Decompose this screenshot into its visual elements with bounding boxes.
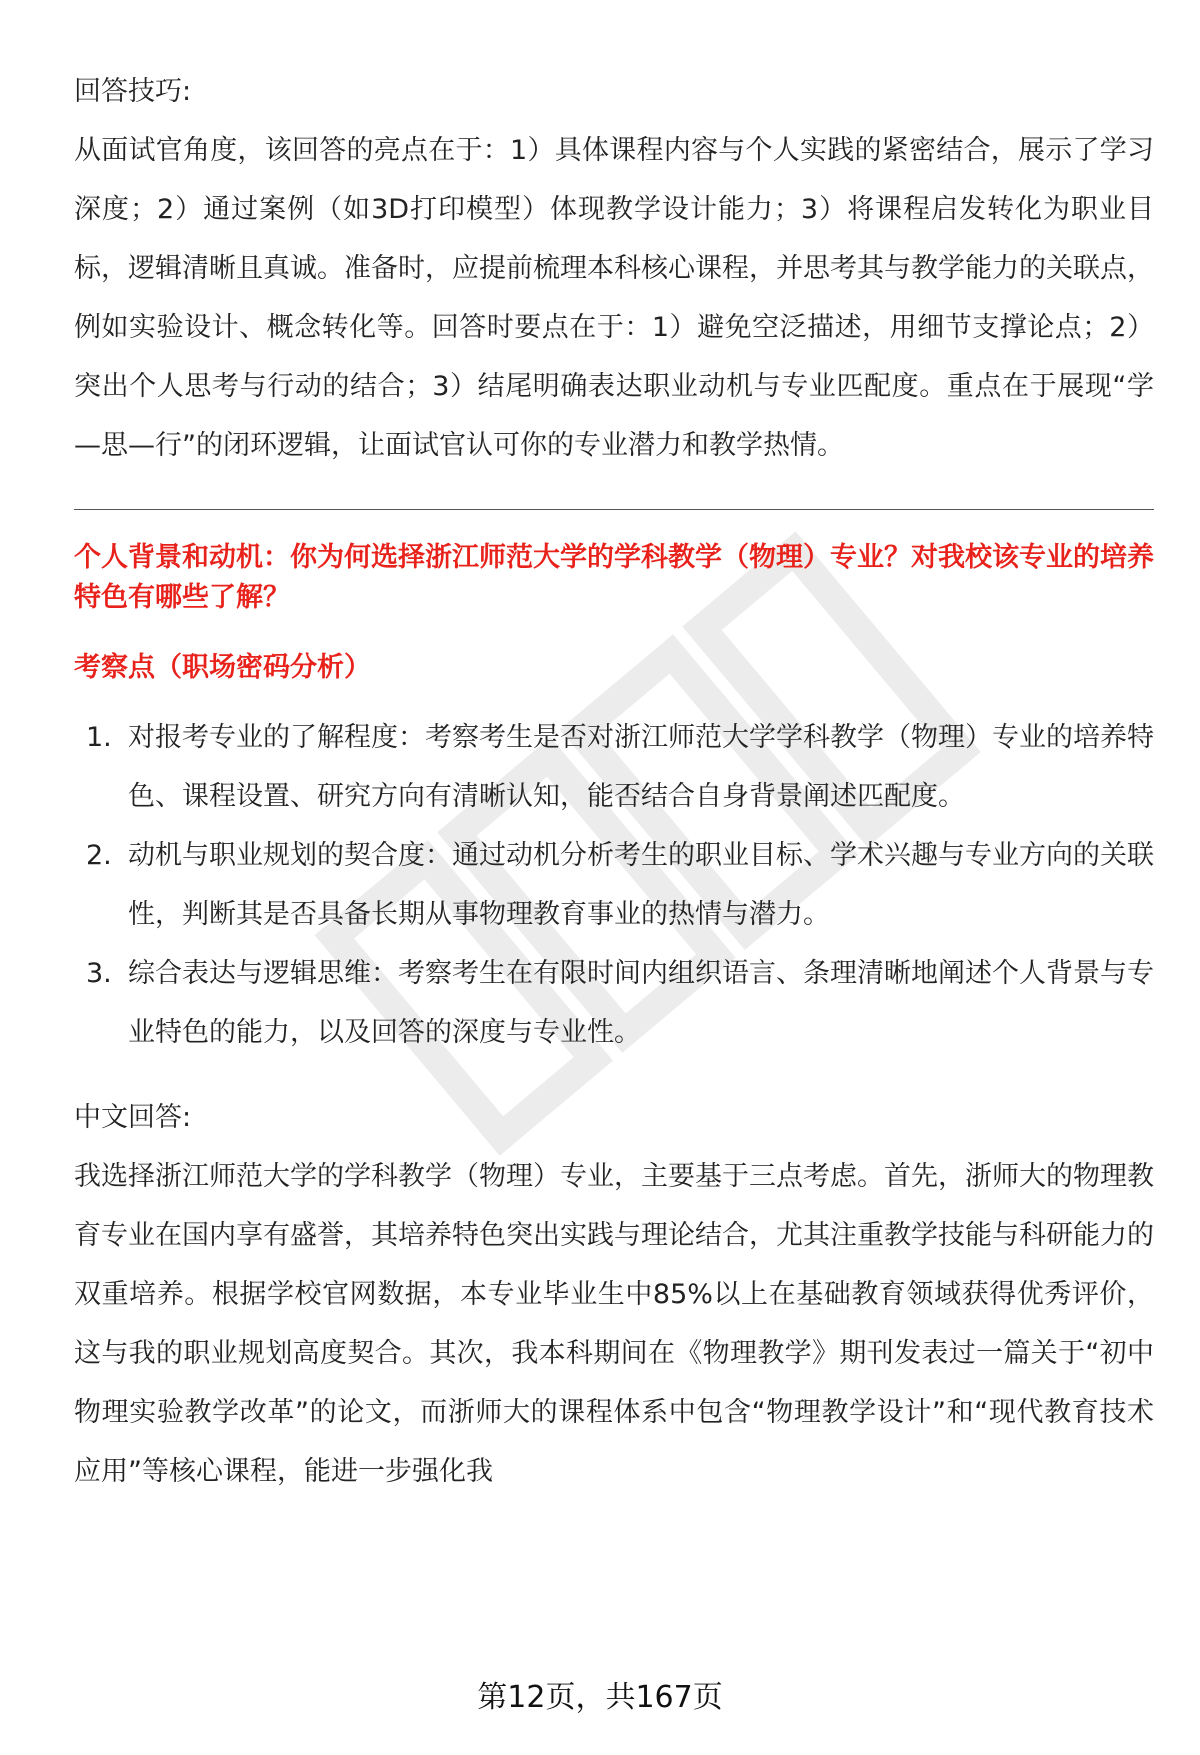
list-item-text: 综合表达与逻辑思维：考察考生在有限时间内组织语言、条理清晰地阐述个人背景与专业特色的能力，以及回答的深度与专业性。 — [128, 958, 1154, 1048]
list-item — [74, 944, 1154, 1062]
list-item — [74, 826, 1154, 944]
focus-title: 考察点（职场密码分析） — [74, 652, 371, 683]
page-content — [74, 62, 1154, 1501]
question-title: 个人背景和动机：你为何选择浙江师范大学的学科教学（物理）专业？对我校该专业的培养特色有哪些了解？ — [74, 542, 1154, 613]
list-item-number: 1. — [86, 722, 112, 753]
page-number: 第12页，共167页 — [477, 1680, 723, 1715]
list-item — [74, 708, 1154, 826]
list-item-text: 对报考专业的了解程度：考察考生是否对浙江师范大学学科教学（物理）专业的培养特色、课程设置、研究方向有清晰认知，能否结合自身背景阐述匹配度。 — [128, 722, 1154, 812]
focus-points-list — [74, 708, 1154, 1062]
tips-label: 回答技巧: — [74, 76, 192, 107]
list-item-number: 2. — [86, 840, 112, 871]
answer-text: 我选择浙江师范大学的学科教学（物理）专业，主要基于三点考虑。首先，浙师大的物理教育专业在国内享有盛誉，其培养特色突出实践与理论结合，尤其注重教学技能与科研能力的双重培养。根据学校官网数据，本专业毕业生中85%以上在基础教育领域获得优秀评价，这与我的职业规划高度契合。其次，我本科期间在《物理教学》期刊发表过一篇关于“初中物理实验教学改革”的论文，而浙师大的课程体系中包含“物理教学设计”和“现代教育技术应用”等核心课程，能进一步强化我 — [74, 1161, 1154, 1487]
list-item-number: 3. — [86, 958, 112, 989]
tips-text: 从面试官角度，该回答的亮点在于：1）具体课程内容与个人实践的紧密结合，展示了学习深度；2）通过案例（如3D打印模型）体现教学设计能力；3）将课程启发转化为职业目标，逻辑清晰且真诚。准备时，应提前梳理本科核心课程，并思考其与教学能力的关联点，例如实验设计、概念转化等。回答时要点在于：1）避免空泛描述，用细节支撑论点；2）突出个人思考与行动的结合；3）结尾明确表达职业动机与专业匹配度。重点在于展现“学—思—行”的闭环逻辑，让面试官认可你的专业潜力和教学热情。 — [74, 135, 1154, 461]
answer-label: 中文回答: — [74, 1102, 192, 1133]
section-divider — [74, 509, 1154, 510]
list-item-text: 动机与职业规划的契合度：通过动机分析考生的职业目标、学术兴趣与专业方向的关联性，判断其是否具备长期从事物理教育事业的热情与潜力。 — [128, 840, 1154, 930]
